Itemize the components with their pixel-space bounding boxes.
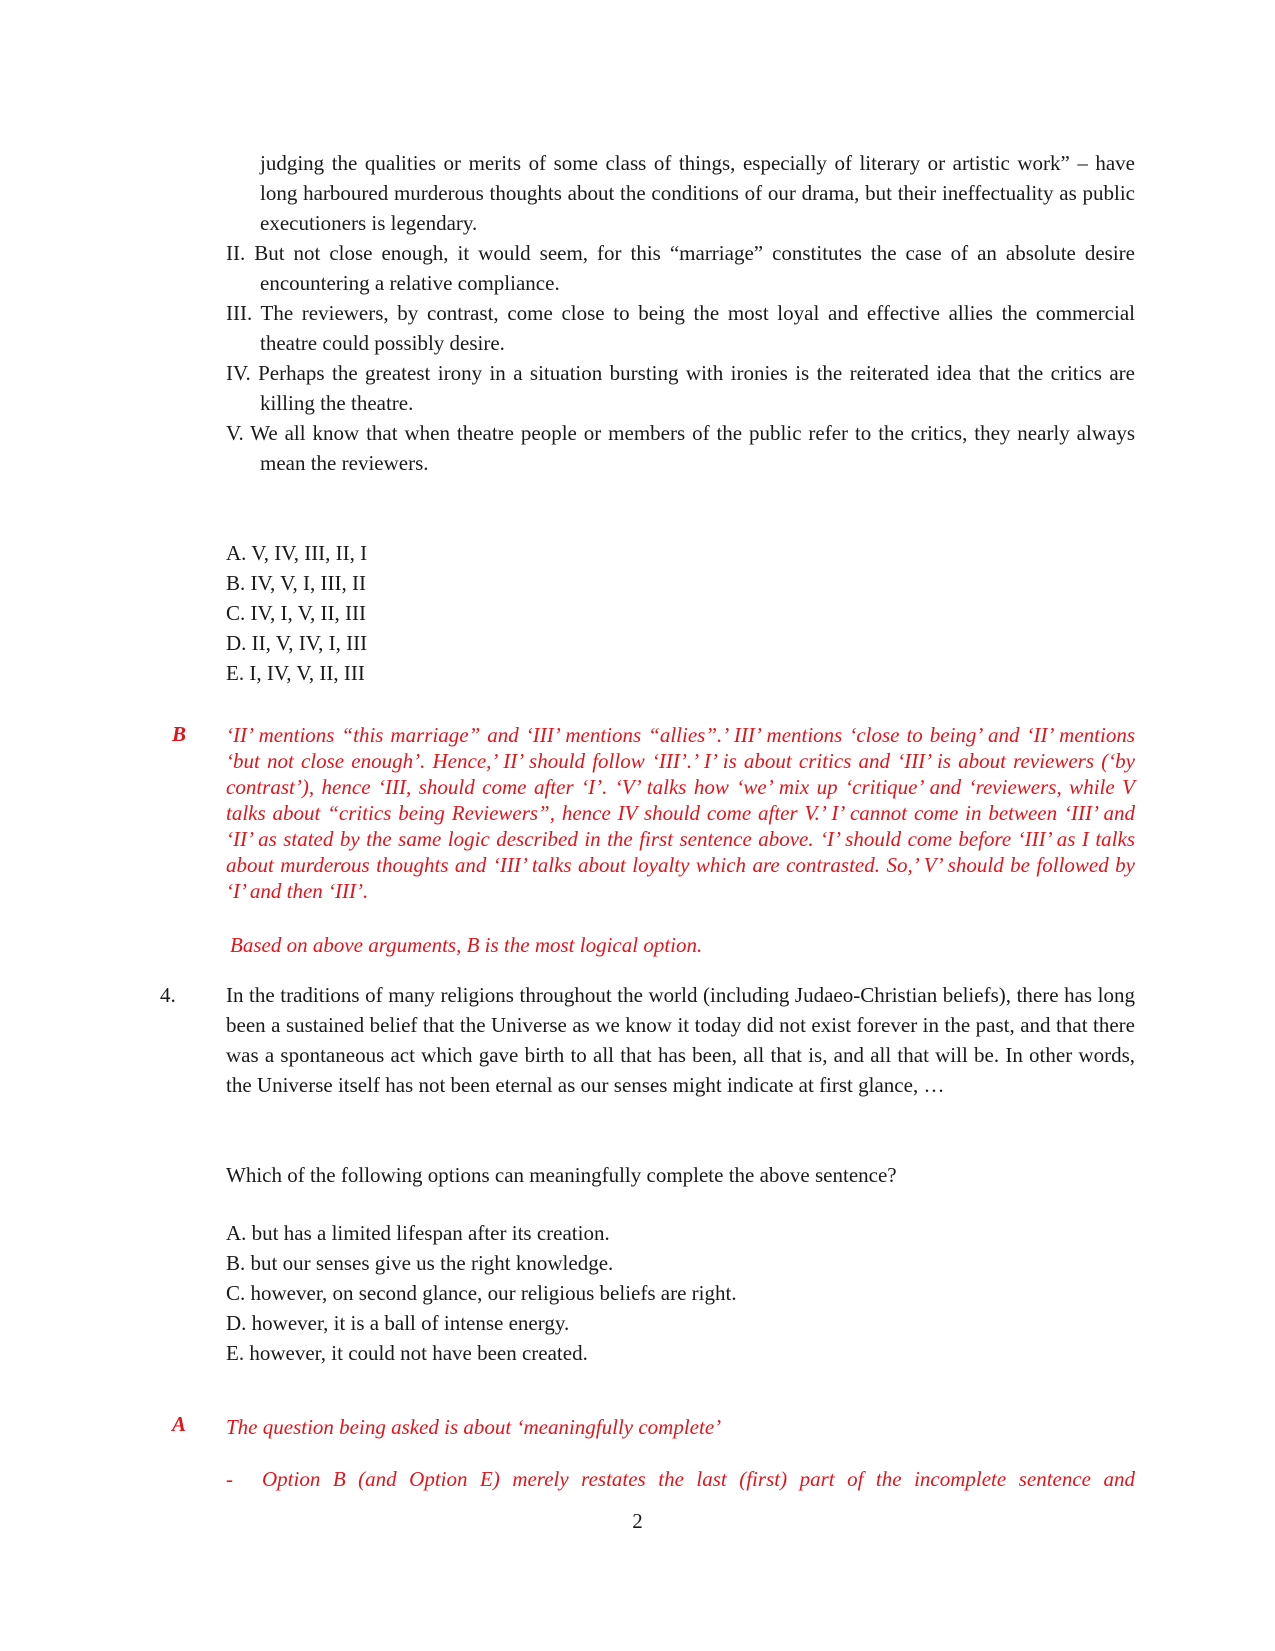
statement-ii: II. But not close enough, it would seem, for this “marriage” constitutes the case of an absolute desire encountering a relative compliance. [226,241,1135,295]
q4-answer-explanation: The question being asked is about ‘meaningfully complete’ [226,1415,722,1439]
q4-number: 4. [160,983,176,1007]
q3-option-c: C. IV, I, V, II, III [226,601,366,625]
q3-option-e: E. I, IV, V, II, III [226,661,365,685]
q3-options [226,538,367,688]
q3-option-a: A. V, IV, III, II, I [226,541,368,565]
q4-option-d: D. however, it is a ball of intense energy. [226,1311,570,1335]
q4-option-a: A. but has a limited lifespan after its creation. [226,1221,610,1245]
q4-option-b: B. but our senses give us the right knowledge. [226,1251,614,1275]
q3-option-d: D. II, V, IV, I, III [226,631,368,655]
q4-option-e: E. however, it could not have been created. [226,1341,588,1365]
q4-answer-letter: A [172,1412,187,1436]
q4-bullet-text: Option B (and Option E) merely restates the last (first) part of the incomplete sentence and [262,1467,1135,1491]
q3-answer-explanation: ‘II’ mentions “this marriage” and ‘III’ mentions “allies”.’ III’ mentions ‘close to being’ and ‘II’ mentions ‘but not close enough’. Hence,’ II’ should follow ‘III’.’ I’ is about critics and ‘III’ is about reviewers (‘by contrast’), hence ‘III, should come after ‘I’. ‘V’ talks how ‘we’ mix up ‘critique’ and ‘reviewers, while V talks about “critics being Reviewers”, hence IV should come after V.’ I’ cannot come in between ‘III’ and ‘II’ as stated by the same logic described in the first sentence above. ‘I’ should come before ‘III’ as I talks about murderous thoughts and ‘III’ talks about loyalty which are contrasted. So,’ V’ should be followed by ‘I’ and then ‘III’. [226,723,1135,903]
statement-list [226,238,1135,478]
q3-answer-letter: B [172,722,187,746]
statement-i-continuation: judging the qualities or merits of some class of things, especially of literary or artistic work” – have long harboured murderous thoughts about the conditions of our drama, but their ineffectuality as public executioners is legendary. [260,151,1135,235]
q4-bullet-marker: - [226,1467,233,1491]
statement-v: V. We all know that when theatre people or members of the public refer to the critics, they nearly always mean the reviewers. [226,421,1135,475]
q3-option-b: B. IV, V, I, III, II [226,571,366,595]
statement-iv: IV. Perhaps the greatest irony in a situation bursting with ironies is the reiterated idea that the critics are killing the theatre. [226,361,1135,415]
page-number: 2 [632,1509,643,1533]
q4-prompt: Which of the following options can meaningfully complete the above sentence? [226,1163,897,1187]
q4-options [226,1218,737,1368]
q4-option-c: C. however, on second glance, our religious beliefs are right. [226,1281,737,1305]
q3-answer-conclusion: Based on above arguments, B is the most logical option. [230,933,703,957]
q4-passage: In the traditions of many religions throughout the world (including Judaeo-Christian beliefs), there has long been a sustained belief that the Universe as we know it today did not exist forever in the past, and that there was a spontaneous act which gave birth to all that has been, all that is, and all that will be. In other words, the Universe itself has not been eternal as our senses might indicate at first glance, … [226,983,1135,1097]
statement-iii: III. The reviewers, by contrast, come close to being the most loyal and effective allies the commercial theatre could possibly desire. [226,301,1135,355]
